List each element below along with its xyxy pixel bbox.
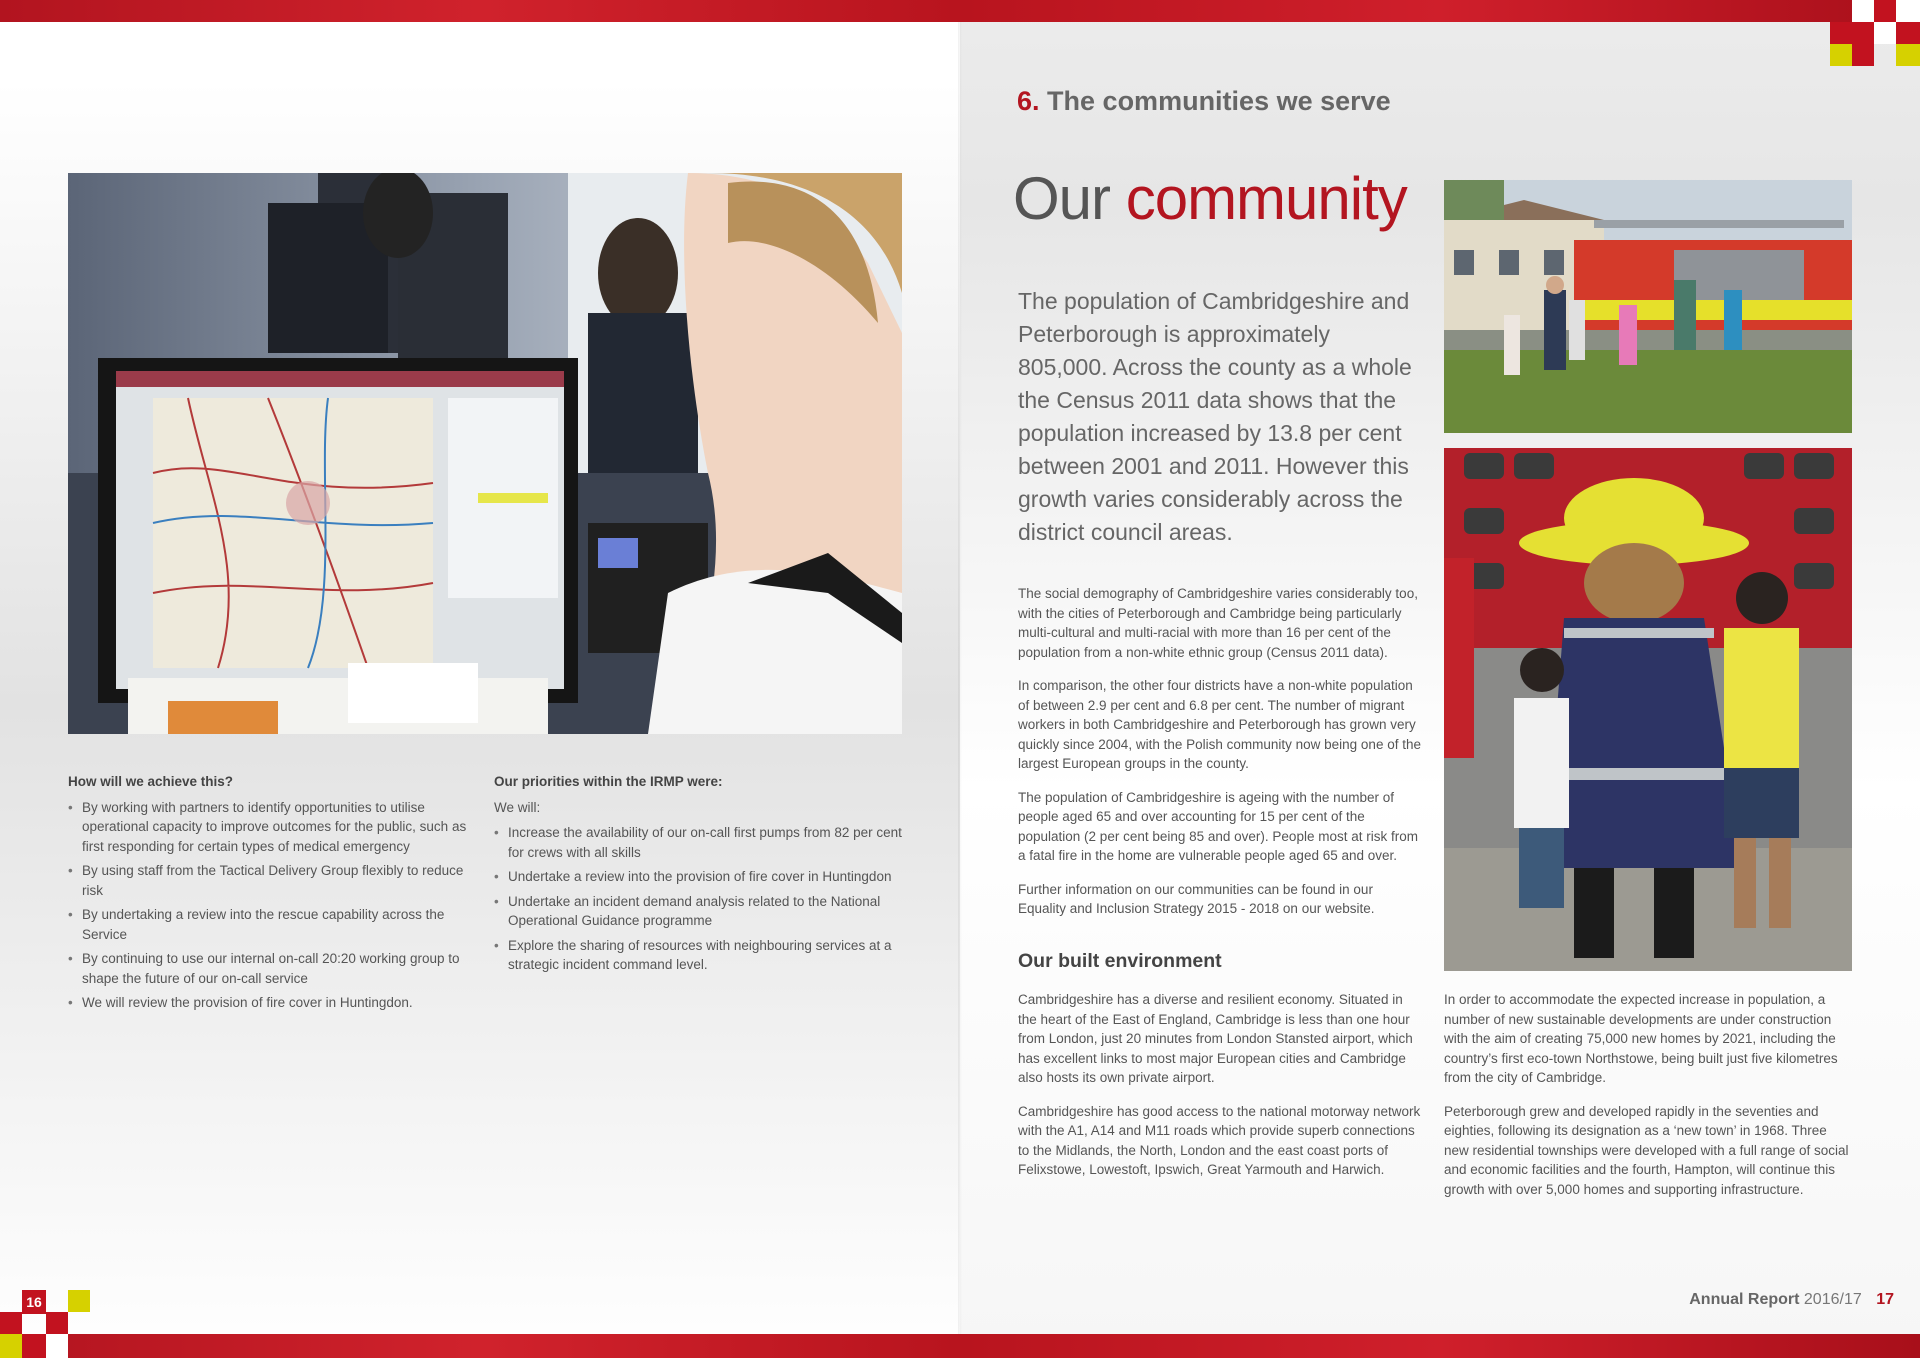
list-item: • By undertaking a review into the rescue capability across the Service — [68, 905, 470, 944]
achieve-heading: How will we achieve this? — [68, 774, 234, 789]
deco-square — [46, 1334, 68, 1358]
list-item: • Increase the availability of our on-call first pumps from 82 per cent for crews with all skills — [494, 823, 904, 862]
achieve-column — [68, 772, 470, 1018]
page-title — [1013, 164, 1407, 233]
deco-square — [0, 1334, 22, 1358]
list-item: • By using staff from the Tactical Delivery Group flexibly to reduce risk — [68, 861, 470, 900]
body-paragraph: The population of Cambridgeshire is ageing with the number of people aged 65 and over accounting for 15 per cent of the population (2 per cent being 85 and over). People most at risk from a fatal fire in the home are vulnerable people aged 65 and over. — [1018, 789, 1418, 863]
body-paragraph: In comparison, the other four districts have a non-white population of between 2.9 per cent and 6.8 per cent. The number of migrant workers in both Cambridgeshire and Peterborough has grown very quickly since 2004, with the Polish community now being one of the largest European groups in the county. — [1018, 678, 1421, 771]
footer-year: 2016/17 — [1803, 1291, 1862, 1308]
demography-text — [1018, 584, 1424, 933]
priorities-heading: Our priorities within the IRMP were: — [494, 774, 723, 789]
bottom-red-band — [0, 1334, 1920, 1358]
page-number-left: 16 — [22, 1290, 46, 1314]
deco-square — [1896, 0, 1920, 22]
priorities-list — [494, 823, 904, 975]
intro-paragraph: The population of Cambridgeshire and Peterborough is approximately 805,000. Across the county as a whole the Census 2011 data shows that the population increased by 13.8 per cent between 2001 and 2011. However this growth varies considerably across the district council areas. — [1018, 288, 1412, 545]
deco-square — [1830, 22, 1852, 44]
list-item: • Explore the sharing of resources with neighbouring services at a strategic incident command level. — [494, 936, 904, 975]
page-number-right: 17 — [1876, 1291, 1894, 1308]
list-item: • We will review the provision of fire cover in Huntingdon. — [68, 993, 470, 1013]
deco-square — [68, 1290, 90, 1312]
body-paragraph: In order to accommodate the expected increase in population, a number of new sustainable developments are under construction with the aim of creating 75,000 new homes by 2021, including the country’s first eco-town Northstowe, being built just five kilometres from the city of Cambridge. — [1444, 992, 1838, 1085]
body-paragraph: The social demography of Cambridgeshire varies considerably too, with the cities of Peterborough and Cambridge being particularly multi-cultural and multi-racial with more than 16 per cent of the population from a non-white ethnic group (Census 2011 data). — [1018, 586, 1418, 660]
deco-square — [1852, 22, 1874, 44]
list-item: • Undertake a review into the provision of fire cover in Huntingdon — [494, 867, 904, 887]
body-paragraph: Peterborough grew and developed rapidly in the seventies and eighties, following its designation as a ‘new town’ in 1968. Three new residential townships were developed with a full range of social and economic facilities and the fourth, Hampton, will continue this growth with over 5,000 homes and supporting infrastructure. — [1444, 1103, 1849, 1197]
list-item: • By continuing to use our internal on-call 20:20 working group to shape the future of our on-call service — [68, 949, 470, 988]
page-title-accent: community — [1125, 165, 1407, 232]
footer-report-label: Annual Report — [1689, 1291, 1800, 1308]
deco-square — [22, 1334, 46, 1358]
section-title-text: The communities we serve — [1047, 86, 1391, 116]
deco-square — [0, 1312, 22, 1334]
body-paragraph: Cambridgeshire has a diverse and resilient economy. Situated in the heart of the East of England, Cambridge is less than one hour from London, just 20 minutes from London Stansted airport, which has excellent links to most major European cities and Cambridge also hosts its own private airport. — [1018, 992, 1413, 1085]
priorities-lead: We will: — [494, 799, 541, 815]
built-environment-right — [1444, 990, 1852, 1213]
top-red-band — [0, 0, 1920, 22]
deco-square — [46, 1312, 68, 1334]
built-environment-left — [1018, 990, 1424, 1194]
achieve-list — [68, 798, 470, 1013]
deco-square — [1896, 22, 1920, 44]
list-item: • By working with partners to identify opportunities to utilise operational capacity to improve outcomes for the public, such as first responding for certain types of medical emergency — [68, 798, 470, 857]
deco-square — [1852, 44, 1874, 66]
control-room-photo — [68, 173, 902, 734]
mascot-photo — [1444, 448, 1852, 971]
deco-square — [1896, 44, 1920, 66]
section-number: 6. — [1017, 86, 1040, 116]
deco-square — [1830, 44, 1852, 66]
page-title-plain: Our — [1013, 165, 1111, 232]
footer-right — [1689, 1291, 1894, 1309]
page-spine — [958, 0, 962, 1358]
deco-square — [1874, 22, 1896, 44]
priorities-column — [494, 772, 904, 980]
body-paragraph: Further information on our communities can be found in our Equality and Inclusion Strategy 2015 - 2018 on our website. — [1018, 881, 1375, 916]
built-environment-heading: Our built environment — [1018, 950, 1222, 972]
section-title — [1017, 86, 1391, 117]
deco-square — [1852, 0, 1874, 22]
deco-square — [1874, 0, 1896, 22]
list-item: • Undertake an incident demand analysis related to the National Operational Guidance programme — [494, 892, 904, 931]
fire-engine-photo — [1444, 180, 1852, 433]
body-paragraph: Cambridgeshire has good access to the national motorway network with the A1, A14 and M11 roads which provide superb connections to the Midlands, the North, London and the east coast ports of Felixstowe, Lowestoft, Ipswich, Great Yarmouth and Harwich. — [1018, 1103, 1421, 1177]
